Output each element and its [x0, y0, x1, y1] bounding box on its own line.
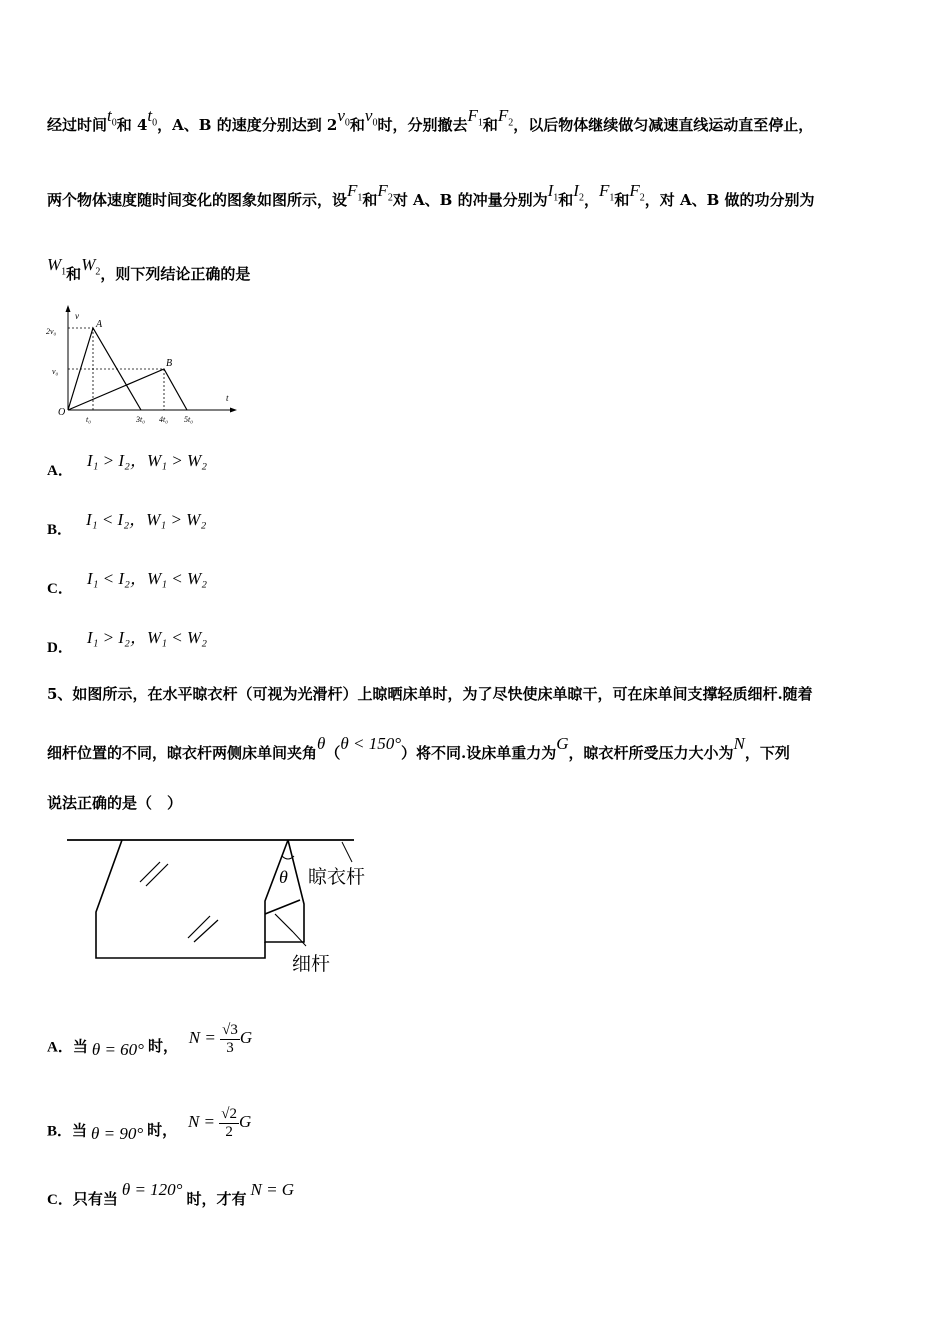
q4-option-d[interactable]: D．I₁ > I₂，W₁ < W₂ — [47, 628, 208, 656]
t-axis-label: t — [226, 393, 229, 403]
q5-text-line-1: 5、如图所示，在水平晾衣杆（可视为光滑杆）上晾晒床单时，为了尽快使床单晾干，可在床单间支撑轻质细杆.随着 — [47, 685, 813, 703]
q4-text-line-1: 经过时间$t_0$和 $4t_0$，A、B 的速度分别达到 $2v_0$和$v_0$时，分别撤去$F_1$和$F_2$，以后物体继续做匀减速直线运动直至停止， — [47, 106, 814, 134]
tick-2v0: 2v₀ — [46, 327, 57, 336]
thin-stick — [265, 900, 300, 914]
q4-option-a[interactable]: A．I₁ > I₂，W₁ > W₂ — [47, 451, 208, 479]
rod-leader-line — [342, 842, 352, 862]
point-b-label: B — [166, 358, 173, 369]
q5-text-line-2: 细杆位置的不同，晾衣杆两侧床单间夹角θ（θ < 150°）将不同.设床单重力为G，晾衣杆所受压力大小为N，下列 — [47, 734, 790, 762]
q4-option-b[interactable]: B．I₁ < I₂，W₁ > W₂ — [47, 510, 207, 538]
stick-label: 细杆 — [292, 953, 331, 975]
q4-text-line-2: 两个物体速度随时间变化的图象如图所示，设$F_1$和$F_2$对 A、B 的冲量分别为$I_1$和$I_2$，$F_1$和$F_2$，对 A、B 做的功分别为 — [47, 181, 815, 209]
hatch-2b — [194, 920, 218, 942]
clothesline-figure — [62, 828, 392, 980]
q5-option-b[interactable]: B．当 θ = 90° 时， N = $\frac{√2}{2}$ G — [47, 1106, 252, 1144]
q5-option-c[interactable]: C．只有当 θ = 120° 时，才有 N = G — [47, 1180, 295, 1208]
hatch-1a — [140, 862, 160, 882]
q4-text-line-3: $W_1$和$W_2$，则下列结论正确的是 — [47, 255, 251, 283]
hatch-1b — [146, 864, 168, 886]
theta-label: θ — [279, 867, 288, 887]
tick-v0: v₀ — [52, 367, 59, 376]
tick-5t0: 5t₀ — [184, 415, 194, 424]
q5-option-a[interactable]: A．当 θ = 60° 时， N = $\frac{√3}{3}$ G — [47, 1022, 253, 1060]
line-b — [68, 369, 187, 410]
t-axis-arrow — [230, 408, 237, 413]
stick-mark — [275, 914, 293, 932]
sheet-left-side — [96, 840, 265, 958]
v-axis-arrow — [66, 305, 71, 312]
v-axis-label: v — [75, 311, 79, 321]
origin-label: O — [58, 407, 66, 418]
q4-option-c[interactable]: C．I₁ < I₂，W₁ < W₂ — [47, 569, 208, 597]
q5-text-line-3: 说法正确的是（ ） — [47, 794, 183, 812]
tick-3t0: 3t₀ — [136, 415, 146, 424]
hatch-2a — [188, 916, 210, 938]
point-a-label: A — [96, 319, 103, 330]
sheet-right-side — [265, 840, 304, 942]
tick-t0: t₀ — [86, 415, 92, 424]
tick-4t0: 4t₀ — [159, 415, 169, 424]
rod-label: 晾衣杆 — [308, 866, 366, 888]
velocity-time-graph — [44, 302, 244, 428]
